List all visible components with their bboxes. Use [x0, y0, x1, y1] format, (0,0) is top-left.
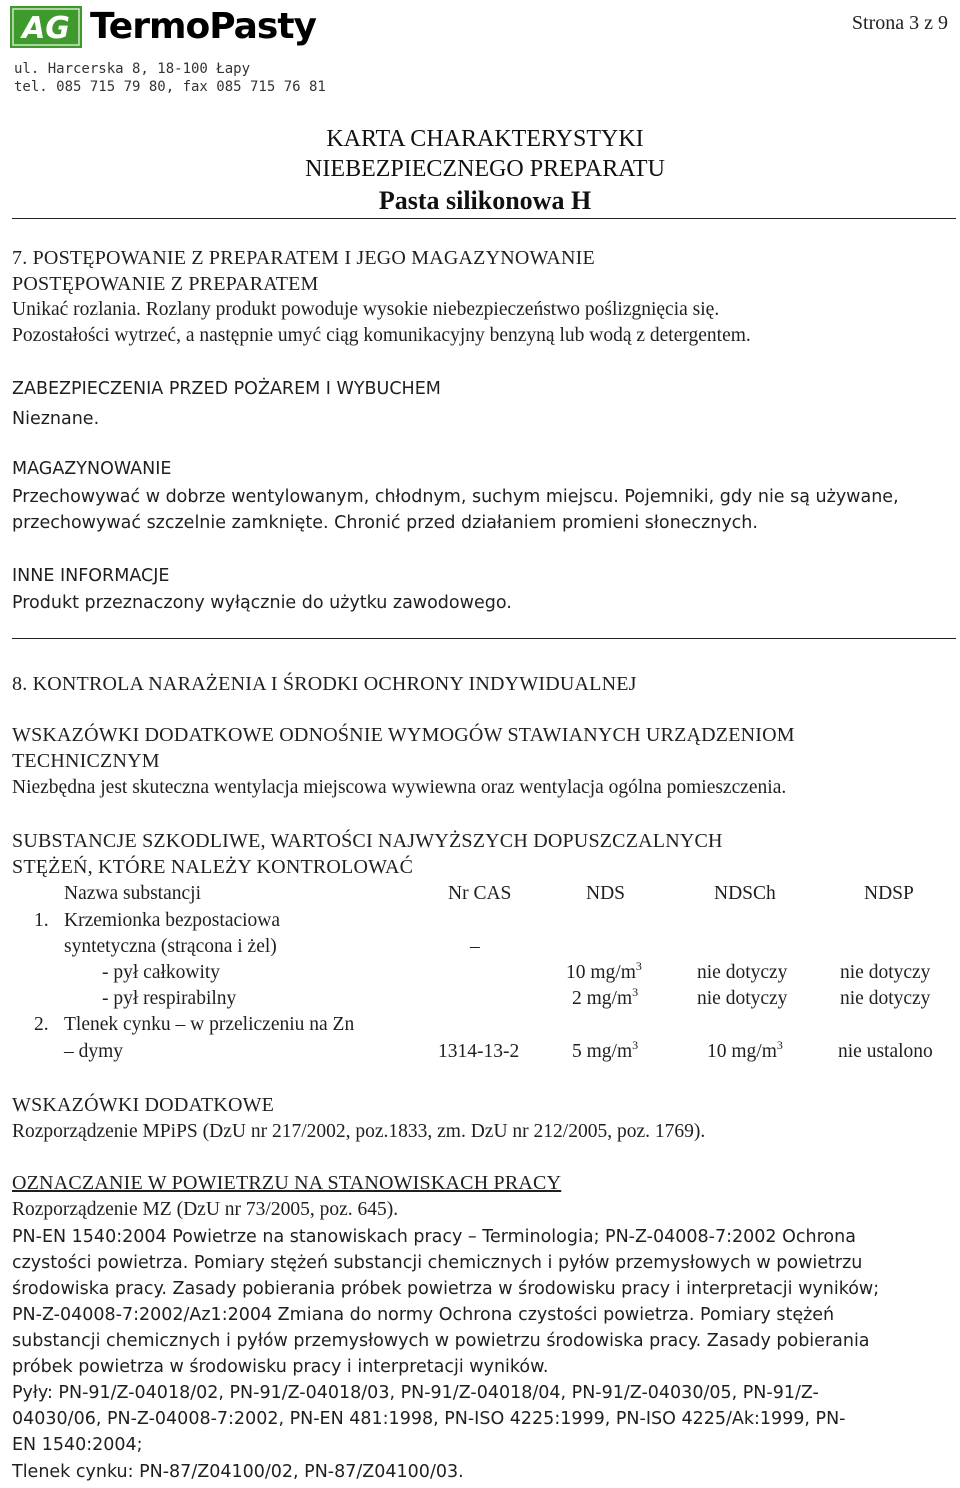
row5-name: Tlenek cynku – w przeliczeniu na Zn [64, 1014, 355, 1035]
table-header-nds: NDS [586, 883, 626, 904]
row4-nds-exp: 3 [632, 985, 639, 999]
air-line-2: czystości powietrza. Pomiary stężeń substancji chemicznych i pyłów przemysłowych w powietrzu [12, 1253, 863, 1273]
row6-nds-exp: 3 [632, 1038, 639, 1052]
row3-nds-value: 10 mg/m [566, 962, 636, 983]
air-line-10: Tlenek cynku: PN-87/Z04100/02, PN-87/Z04100/03. [12, 1462, 464, 1482]
tech-text: Niezbędna jest skuteczna wentylacja miejscowa wywiewna oraz wentylacja ogólna pomieszczenia. [12, 777, 787, 798]
page-number: Strona 3 z 9 [851, 12, 948, 34]
row4-ndsch: nie dotyczy [697, 988, 788, 1009]
row4-nds [572, 986, 638, 1012]
doc-title-line1: KARTA CHARAKTERYSTYKI [326, 126, 644, 152]
row3-ndsp: nie dotyczy [840, 962, 931, 983]
row2-name: syntetyczna (strącona i żel) [64, 936, 277, 957]
handling-line-2: Pozostałości wytrzeć, a następnie umyć ciąg komunikacyjny benzyną lub wodą z detergentem. [12, 325, 751, 346]
row4-nds-value: 2 mg/m [572, 988, 633, 1009]
fire-text: Nieznane. [12, 409, 100, 429]
company-phone: tel. 085 715 79 80, fax 085 715 76 81 [14, 79, 326, 95]
row6-name: – dymy [64, 1041, 124, 1062]
section7-heading: 7. POSTĘPOWANIE Z PREPARATEM I JEGO MAGAZYNOWANIE [12, 247, 595, 269]
row3-nds [566, 960, 642, 986]
other-info-text: Produkt przeznaczony wyłącznie do użytku zawodowego. [12, 593, 512, 613]
tech-heading-line1: WSKAZÓWKI DODATKOWE ODNOŚNIE WYMOGÓW STAWIANYCH URZĄDZENIOM [12, 724, 795, 746]
row3-ndsch: nie dotyczy [697, 962, 788, 983]
svg-text:AG: AG [22, 11, 70, 46]
row6-ndsch-exp: 3 [776, 1038, 783, 1052]
row6-cas: 1314-13-2 [438, 1041, 520, 1062]
handling-line-1: Unikać rozlania. Rozlany produkt powoduje wysokie niebezpieczeństwo poślizgnięcia się. [12, 299, 720, 320]
air-line-5: substancji chemicznych i pyłów przemysłowych w powietrzu środowiska pracy. Zasady pobierania [12, 1331, 870, 1351]
tech-heading-line2: TECHNICZNYM [12, 750, 160, 772]
row2-cas: – [470, 936, 480, 957]
row4-name: - pył respirabilny [102, 988, 237, 1009]
section-divider [12, 638, 956, 639]
logo-wordmark: TermoPasty [90, 6, 317, 47]
table-header-ndsp: NDSP [864, 883, 914, 904]
row1-name: Krzemionka bezpostaciowa [64, 910, 281, 931]
air-line-9: EN 1540:2004; [12, 1435, 143, 1455]
table-header-name: Nazwa substancji [64, 883, 201, 904]
company-address: ul. Harcerska 8, 18-100 Łapy [14, 61, 251, 77]
substances-heading-line1: SUBSTANCJE SZKODLIWE, WARTOŚCI NAJWYŻSZYCH DOPUSZCZALNYCH [12, 830, 723, 852]
row6-nds-value: 5 mg/m [572, 1041, 633, 1062]
table-header-cas: Nr CAS [448, 883, 512, 904]
row3-name: - pył całkowity [102, 962, 221, 983]
air-heading: OZNACZANIE W POWIETRZU NA STANOWISKACH PRACY [12, 1172, 562, 1194]
doc-title-line2: NIEBEZPIECZNEGO PREPARATU [305, 156, 665, 182]
fire-heading: ZABEZPIECZENIA PRZED POŻAREM I WYBUCHEM [12, 379, 441, 399]
air-regulation: Rozporządzenie MZ (DzU nr 73/2005, poz. 645). [12, 1199, 399, 1220]
air-line-8: 04030/06, PN-Z-04008-7:2002, PN-EN 481:1998, PN-ISO 4225:1999, PN-ISO 4225/Ak:1999, PN- [12, 1409, 846, 1429]
storage-line-2: przechowywać szczelnie zamknięte. Chronić przed działaniem promieni słonecznych. [12, 513, 758, 533]
row3-nds-exp: 3 [635, 959, 642, 973]
row5-number: 2. [34, 1014, 49, 1035]
air-line-6: próbek powietrza w środowisku pracy i interpretacji wyników. [12, 1357, 549, 1377]
row1-number: 1. [34, 910, 49, 931]
table-header-ndsch: NDSCh [714, 883, 776, 904]
row6-nds [572, 1039, 638, 1065]
air-line-1: PN-EN 1540:2004 Powietrze na stanowiskach pracy – Terminologia; PN-Z-04008-7:2002 Ochrona [12, 1227, 856, 1247]
company-logo [10, 4, 340, 50]
storage-heading: MAGAZYNOWANIE [12, 459, 172, 479]
row6-ndsp: nie ustalono [838, 1041, 933, 1062]
ag-logo-icon [10, 6, 82, 48]
header-divider [12, 218, 956, 219]
storage-line-1: Przechowywać w dobrze wentylowanym, chłodnym, suchym miejscu. Pojemniki, gdy nie są używane, [12, 487, 899, 507]
air-line-7: Pyły: PN-91/Z-04018/02, PN-91/Z-04018/03, PN-91/Z-04018/04, PN-91/Z-04030/05, PN-91/Z- [12, 1383, 819, 1403]
row6-ndsch [707, 1039, 783, 1065]
extra-text: Rozporządzenie MPiPS (DzU nr 217/2002, poz.1833, zm. DzU nr 212/2005, poz. 1769). [12, 1121, 706, 1142]
doc-title-product: Pasta silikonowa H [378, 186, 592, 215]
section8-heading: 8. KONTROLA NARAŻENIA I ŚRODKI OCHRONY INDYWIDUALNEJ [12, 673, 637, 695]
substances-heading-line2: STĘŻEŃ, KTÓRE NALEŻY KONTROLOWAĆ [12, 856, 414, 878]
row6-ndsch-value: 10 mg/m [707, 1041, 777, 1062]
handling-heading: POSTĘPOWANIE Z PREPARATEM [12, 273, 319, 295]
other-info-heading: INNE INFORMACJE [12, 566, 170, 586]
row4-ndsp: nie dotyczy [840, 988, 931, 1009]
air-line-3: środowiska pracy. Zasady pobierania próbek powietrza w środowisku pracy i interpretacji wyników; [12, 1279, 880, 1299]
air-line-4: PN-Z-04008-7:2002/Az1:2004 Zmiana do normy Ochrona czystości powietrza. Pomiary stężeń [12, 1305, 835, 1325]
extra-heading: WSKAZÓWKI DODATKOWE [12, 1094, 275, 1116]
